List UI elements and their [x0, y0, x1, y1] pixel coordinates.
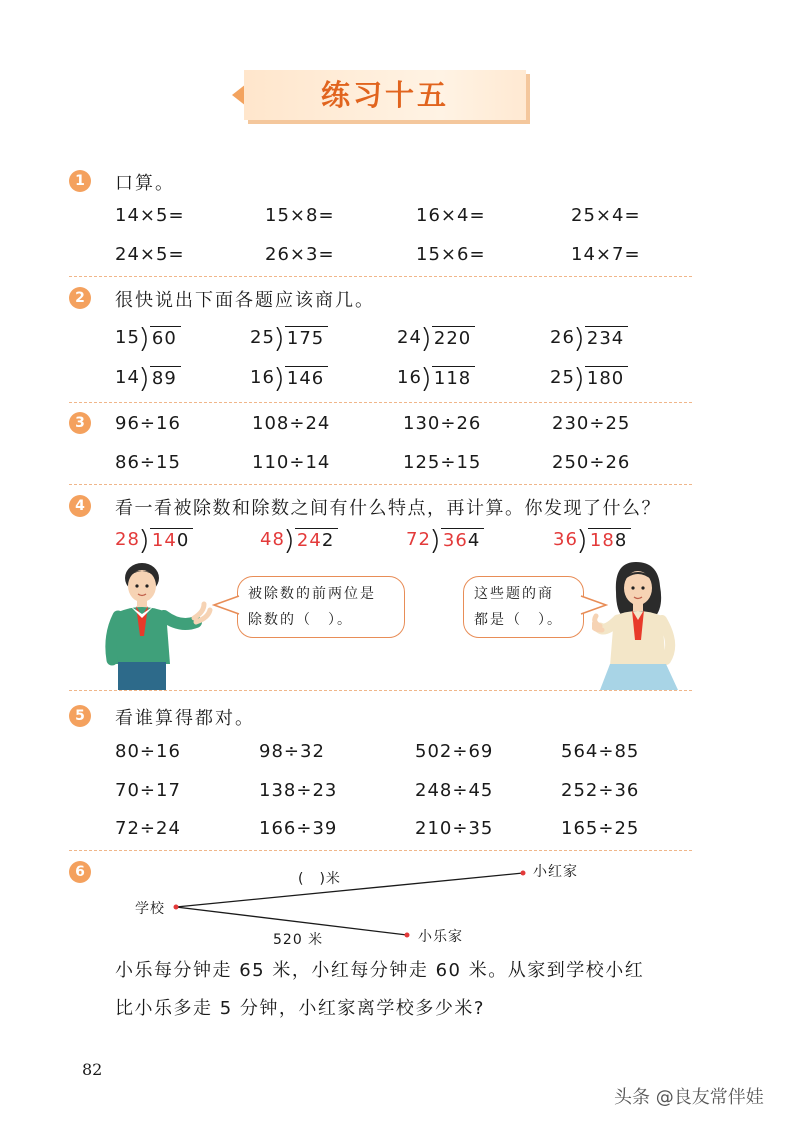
school-label: 学校: [135, 901, 165, 917]
problem-cell: 138÷23: [259, 780, 338, 801]
problem-cell: 80÷16: [115, 741, 181, 762]
divisor: 72: [406, 529, 431, 550]
dividend: 180: [585, 366, 628, 390]
problem-cell: 15×8=: [265, 205, 335, 226]
division-bracket: [140, 529, 150, 553]
problem-cell: 125÷15: [403, 452, 482, 473]
long-division: [550, 327, 628, 351]
section-divider: [69, 484, 692, 485]
problem-cell: 502÷69: [415, 741, 494, 762]
problem-cell: 210÷35: [415, 818, 494, 839]
divisor: 16: [397, 367, 422, 388]
divisor: 36: [553, 529, 578, 550]
problem-cell: 26×3=: [265, 244, 335, 265]
division-bracket: [275, 367, 285, 391]
title-banner: [232, 70, 526, 120]
boy-illustration: [100, 556, 215, 690]
xiaohong-home-point: [521, 871, 526, 876]
problem-cell: 165÷25: [561, 818, 640, 839]
long-division: [250, 327, 328, 351]
section-5-instruction: 看谁算得都对。: [115, 708, 255, 729]
division-bracket: [575, 367, 585, 391]
girl-illustration: [592, 556, 692, 690]
bubble-tail-left: [212, 594, 240, 616]
dividend: [150, 528, 193, 552]
school-point: [174, 905, 179, 910]
section-divider: [69, 276, 692, 277]
dividend: [295, 528, 338, 552]
divisor: 15: [115, 327, 140, 348]
long-division: [260, 529, 338, 553]
dividend: 234: [585, 326, 628, 350]
known-distance-label: 520 米: [273, 932, 324, 948]
divisor: 25: [550, 367, 575, 388]
long-division: [115, 327, 181, 351]
problem-cell: 250÷26: [552, 452, 631, 473]
section-4-badge: 4: [69, 495, 91, 517]
division-bracket: [431, 529, 441, 553]
route-diagram: [0, 860, 794, 950]
dividend-tail: 4: [467, 530, 481, 551]
dividend: 89: [150, 366, 181, 390]
dividend: 60: [150, 326, 181, 350]
problem-cell: 14×5=: [115, 205, 185, 226]
divisor: 28: [115, 529, 140, 550]
division-bracket: [578, 529, 588, 553]
section-2-instruction: 很快说出下面各题应该商几。: [115, 290, 375, 311]
dividend: 175: [285, 326, 328, 350]
dividend-tail: 8: [614, 530, 628, 551]
dividend: [588, 528, 631, 552]
problem-text-line: 比小乐多走 5 分钟，小红家离学校多少米?: [115, 998, 485, 1019]
bubble-text-line: 都是（ ）。: [474, 612, 563, 628]
xiaole-home-label: 小乐家: [418, 929, 463, 945]
speech-bubble-right: [463, 576, 584, 638]
long-division: [115, 529, 193, 553]
dividend: 118: [432, 366, 475, 390]
long-division: [115, 367, 181, 391]
problem-cell: 14×7=: [571, 244, 641, 265]
long-division: [250, 367, 328, 391]
section-6-badge: 6: [69, 861, 91, 883]
problem-cell: 24×5=: [115, 244, 185, 265]
section-divider: [69, 690, 692, 691]
problem-cell: 108÷24: [252, 413, 331, 434]
dividend: 146: [285, 366, 328, 390]
route-line-to-xiaohong: [176, 873, 523, 907]
problem-cell: 130÷26: [403, 413, 482, 434]
dividend-head: 36: [442, 530, 468, 551]
divisor: 16: [250, 367, 275, 388]
problem-cell: 98÷32: [259, 741, 325, 762]
division-bracket: [140, 367, 150, 391]
dividend: 220: [432, 326, 475, 350]
division-bracket: [285, 529, 295, 553]
problem-cell: 16×4=: [416, 205, 486, 226]
problem-cell: 110÷14: [252, 452, 331, 473]
dividend-tail: 0: [176, 530, 190, 551]
divisor: 26: [550, 327, 575, 348]
dividend-tail: 2: [321, 530, 335, 551]
problem-text-line: 小乐每分钟走 65 米，小红每分钟走 60 米。从家到学校小红: [115, 960, 645, 981]
problem-cell: 252÷36: [561, 780, 640, 801]
division-bracket: [275, 327, 285, 351]
section-divider: [69, 402, 692, 403]
section-4-instruction: 看一看被除数和除数之间有什么特点，再计算。你发现了什么？: [115, 498, 661, 519]
problem-cell: 564÷85: [561, 741, 640, 762]
bubble-text-line: 被除数的前两位是: [248, 586, 376, 602]
section-5-badge: 5: [69, 705, 91, 727]
problem-cell: 15×6=: [416, 244, 486, 265]
problem-cell: 72÷24: [115, 818, 181, 839]
page-number: 82: [82, 1060, 103, 1079]
division-bracket: [140, 327, 150, 351]
section-divider: [69, 850, 692, 851]
section-1-badge: 1: [69, 170, 91, 192]
problem-cell: 96÷16: [115, 413, 181, 434]
page-title: 练习十五: [320, 78, 449, 112]
xiaohong-home-label: 小红家: [533, 864, 578, 880]
divisor: 48: [260, 529, 285, 550]
divisor: 24: [397, 327, 422, 348]
problem-cell: 248÷45: [415, 780, 494, 801]
problem-cell: 166÷39: [259, 818, 338, 839]
long-division: [553, 529, 631, 553]
division-bracket: [575, 327, 585, 351]
section-2-badge: 2: [69, 287, 91, 309]
source-credit: 头条 @良友常伴娃: [614, 1087, 764, 1108]
long-division: [550, 367, 628, 391]
long-division: [397, 367, 475, 391]
problem-cell: 25×4=: [571, 205, 641, 226]
long-division: [406, 529, 484, 553]
xiaole-home-point: [405, 933, 410, 938]
dividend-head: 24: [296, 530, 322, 551]
dividend-head: 14: [151, 530, 177, 551]
division-bracket: [422, 367, 432, 391]
problem-cell: 230÷25: [552, 413, 631, 434]
long-division: [397, 327, 475, 351]
speech-bubble-left: [237, 576, 405, 638]
problem-cell: 70÷17: [115, 780, 181, 801]
dividend: [441, 528, 484, 552]
section-3-badge: 3: [69, 412, 91, 434]
unknown-distance-label: ( )米: [298, 871, 341, 887]
bubble-text-line: 这些题的商: [474, 586, 554, 602]
bubble-text-line: 除数的（ ）。: [248, 612, 353, 628]
division-bracket: [422, 327, 432, 351]
problem-cell: 86÷15: [115, 452, 181, 473]
divisor: 14: [115, 367, 140, 388]
section-1-instruction: 口算。: [115, 173, 175, 194]
divisor: 25: [250, 327, 275, 348]
dividend-head: 18: [589, 530, 615, 551]
